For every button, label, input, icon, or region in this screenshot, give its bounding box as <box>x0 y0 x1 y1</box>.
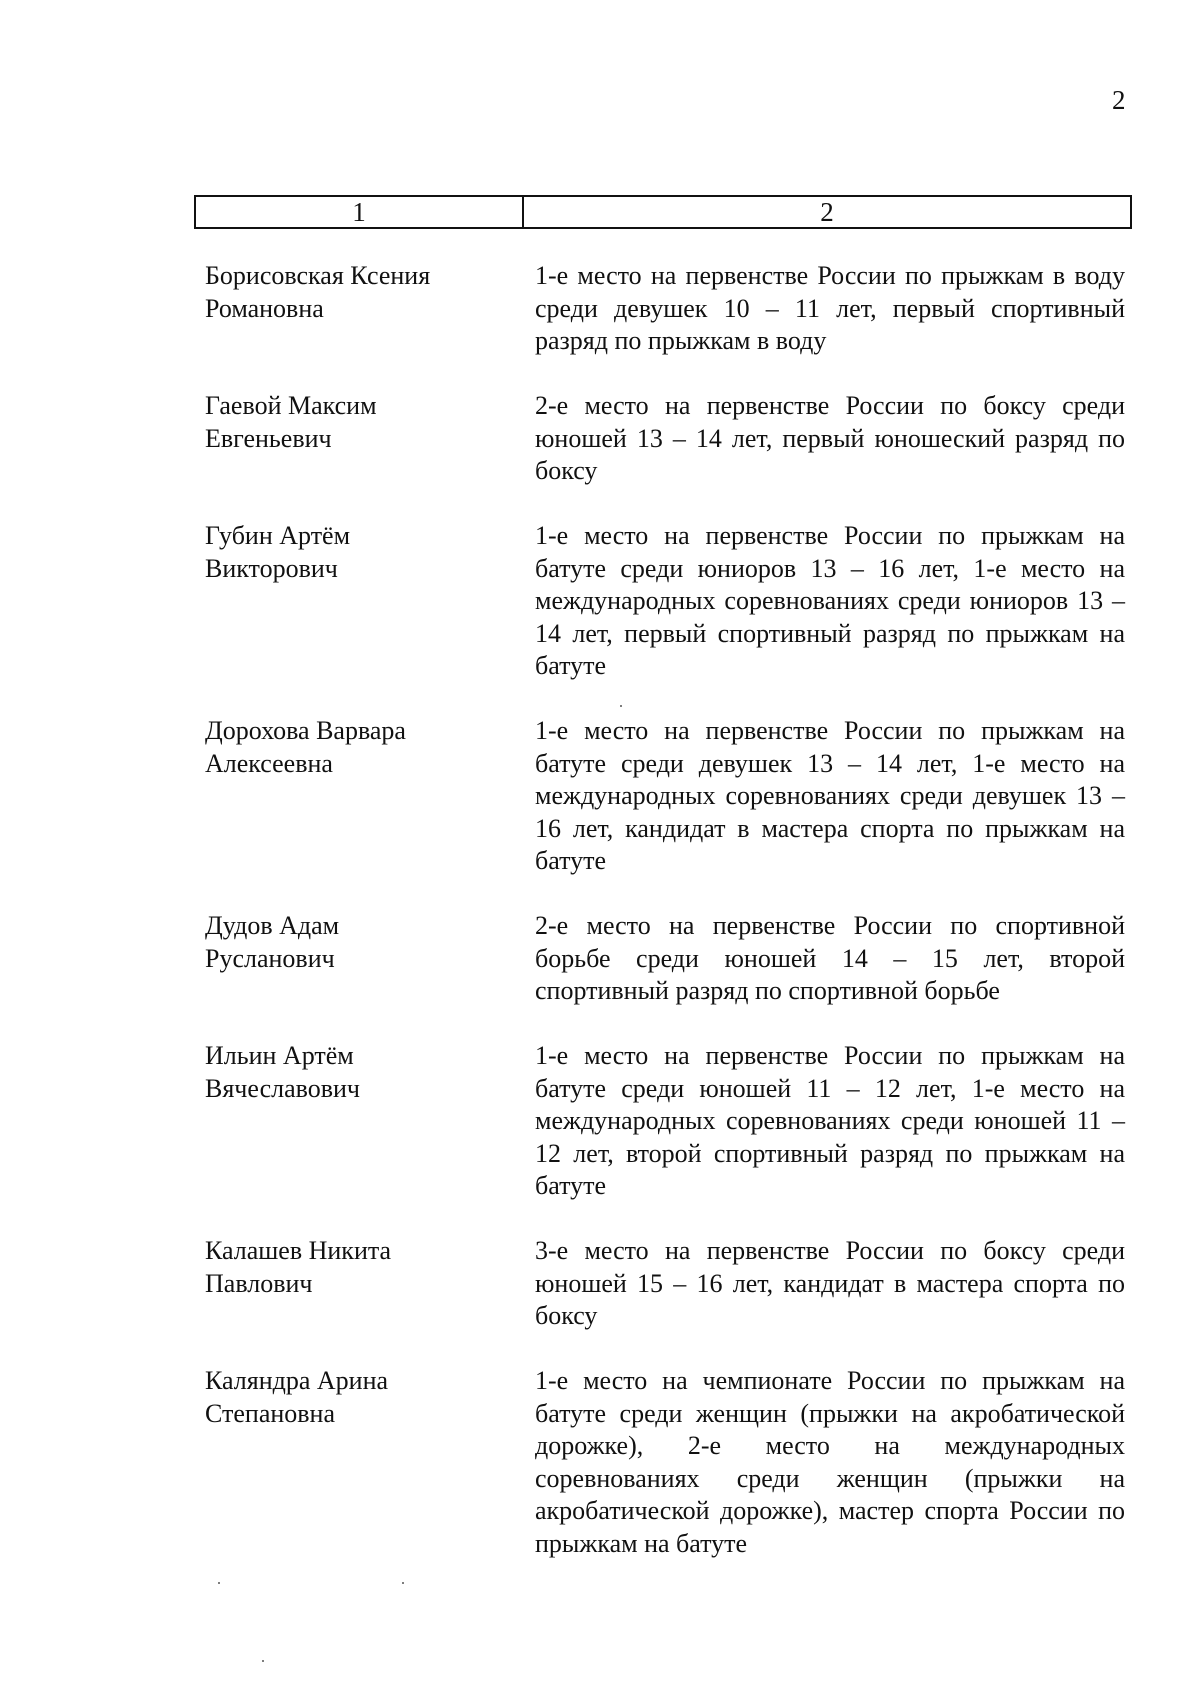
page-number: 2 <box>1112 85 1126 115</box>
scan-speck <box>262 1660 264 1662</box>
awardee-name: Дудов Адам Русланович <box>205 911 340 973</box>
awardee-achievement: 1-е место на первенстве России по прыжкам на батуте среди девушек 13 – 14 лет, 1-е место на международных соревнованиях среди девушек 13 – 16 лет, кандидат в мастера спорта по прыжкам на батуте <box>535 716 1125 875</box>
awardee-name: Ильин Артём Вячеславович <box>205 1041 360 1103</box>
awardee-name: Гаевой Максим Евгеньевич <box>205 391 377 453</box>
awardee-achievement: 2-е место на первенстве России по спортивной борьбе среди юношей 14 – 15 лет, второй спортивный разряд по спортивной борьбе <box>535 911 1125 1005</box>
awardee-achievement: 1-е место на первенстве России по прыжкам в воду среди девушек 10 – 11 лет, первый спортивный разряд по прыжкам в воду <box>535 261 1125 355</box>
scan-speck <box>402 1582 404 1584</box>
table-row <box>205 715 1125 878</box>
table-row <box>205 1365 1125 1560</box>
awardee-name: Каляндра Арина Степановна <box>205 1366 389 1428</box>
scan-speck <box>620 705 622 707</box>
awardee-list <box>205 260 1125 1560</box>
awardee-achievement: 1-е место на первенстве России по прыжкам на батуте среди юношей 11 – 12 лет, 1-е место на международных соревнованиях среди юношей 11 – 12 лет, второй спортивный разряд по прыжкам на батуте <box>535 1041 1125 1200</box>
awardee-achievement: 2-е место на первенстве России по боксу среди юношей 13 – 14 лет, первый юношеский разряд по боксу <box>535 391 1125 485</box>
awardee-achievement: 1-е место на первенстве России по прыжкам на батуте среди юниоров 13 – 16 лет, 1-е место на международных соревнованиях среди юниоров 13 – 14 лет, первый спортивный разряд по прыжкам на батуте <box>535 521 1125 680</box>
table-header-col-1: 1 <box>196 197 524 227</box>
table-header <box>194 195 1132 229</box>
awardee-name: Дорохова Варвара Алексеевна <box>205 716 406 778</box>
awardee-achievement: 3-е место на первенстве России по боксу среди юношей 15 – 16 лет, кандидат в мастера спорта по боксу <box>535 1236 1125 1330</box>
table-row <box>205 1040 1125 1203</box>
awardee-name: Калашев Никита Павлович <box>205 1236 392 1298</box>
awardee-name: Борисовская Ксения Романовна <box>205 261 431 323</box>
table-row <box>205 1235 1125 1333</box>
awardee-name: Губин Артём Викторович <box>205 521 351 583</box>
awardee-achievement: 1-е место на чемпионате России по прыжкам на батуте среди женщин (прыжки на акробатической дорожке), 2-е место на международных соревнованиях среди женщин (прыжки на акробатической дорожке), мастер спорта России по прыжкам на батуте <box>535 1366 1125 1558</box>
table-row <box>205 390 1125 488</box>
table-row <box>205 260 1125 358</box>
table-row <box>205 910 1125 1008</box>
table-header-col-2: 2 <box>820 197 834 227</box>
scan-speck <box>218 1582 220 1584</box>
table-row <box>205 520 1125 683</box>
